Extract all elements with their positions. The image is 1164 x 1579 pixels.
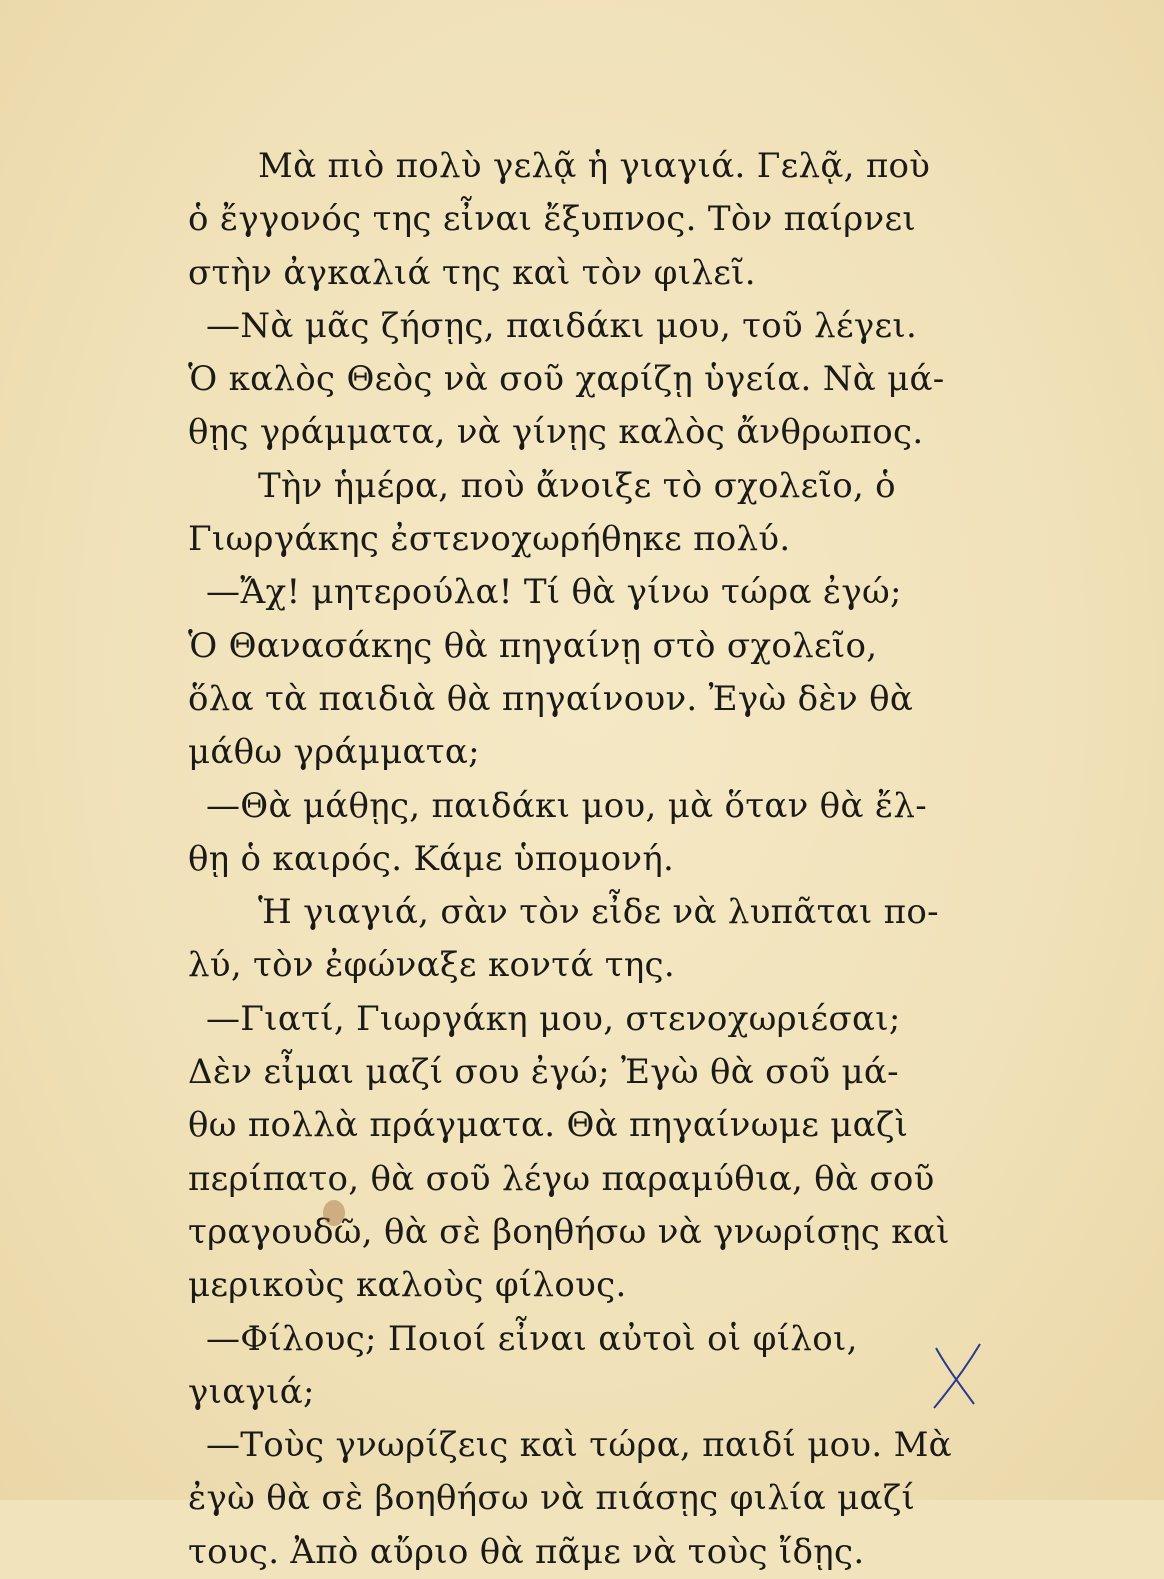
- text-line: ὅλα τὰ παιδιὰ θὰ πηγαίνουν. Ἐγὼ δὲν θὰ: [188, 678, 914, 719]
- text-line: θῃς γράμματα, νὰ γίνῃς καλὸς ἄνθρωπος.: [188, 412, 924, 453]
- text-line: Δὲν εἶμαι μαζί σου ἐγώ; Ἐγὼ θὰ σοῦ μά-: [188, 1052, 899, 1093]
- dialogue-line: —Γιατί, Γιωργάκη μου, στενοχωριέσαι;: [206, 998, 901, 1039]
- text-line: Ὁ Θανασάκης θὰ πηγαίνῃ στὸ σχολεῖο,: [188, 625, 878, 666]
- dialogue-line: —Θὰ μάθῃς, παιδάκι μου, μὰ ὅταν θὰ ἔλ-: [206, 785, 928, 826]
- text-line: στὴν ἀγκαλιά της καὶ τὸν φιλεῖ.: [188, 252, 756, 293]
- text-line: Γιωργάκης ἐστενοχωρήθηκε πολύ.: [188, 519, 791, 560]
- dialogue-line: —Τοὺς γνωρίζεις καὶ τώρα, παιδί μου. Μὰ: [206, 1425, 952, 1466]
- text-line: γιαγιά;: [188, 1371, 315, 1412]
- text-line: μερικοὺς καλοὺς φίλους.: [188, 1265, 627, 1306]
- text-line: τους. Ἀπὸ αὔριο θὰ πᾶμε νὰ τοὺς ἴδῃς.: [188, 1531, 865, 1572]
- text-line: τραγουδῶ, θὰ σὲ βοηθήσω νὰ γνωρίσῃς καὶ: [188, 1211, 950, 1252]
- text-line: Ὁ καλὸς Θεὸς νὰ σοῦ χαρίζῃ ὑγεία. Νὰ μά-: [188, 359, 945, 400]
- text-line: ἐγὼ θὰ σὲ βοηθήσω νὰ πιάσῃς φιλία μαζί: [188, 1478, 916, 1519]
- text-line: Τὴν ἡμέρα, ποὺ ἄνοιξε τὸ σχολεῖο, ὁ: [258, 465, 896, 506]
- dialogue-line: —Φίλους; Ποιοί εἶναι αὐτοὶ οἱ φίλοι,: [206, 1318, 858, 1359]
- text-line: Ἡ γιαγιά, σὰν τὸν εἶδε νὰ λυπᾶται πο-: [258, 892, 939, 933]
- dialogue-line: —Νὰ μᾶς ζήσῃς, παιδάκι μου, τοῦ λέγει.: [206, 305, 918, 346]
- text-line: λύ, τὸν ἐφώναξε κοντά της.: [188, 945, 675, 986]
- ink-stain: [323, 1200, 345, 1226]
- text-line: θῃ ὁ καιρός. Κάμε ὑπομονή.: [188, 838, 675, 879]
- dialogue-line: —Ἄχ! μητερούλα! Τί θὰ γίνω τώρα ἐγώ;: [206, 572, 902, 613]
- handwritten-mark: [928, 1338, 988, 1410]
- text-line: περίπατο, θὰ σοῦ λέγω παραμύθια, θὰ σοῦ: [188, 1158, 935, 1199]
- body-text: [188, 140, 1008, 1579]
- text-line: ὁ ἔγγονός της εἶναι ἔξυπνος. Τὸν παίρνει: [188, 199, 917, 240]
- text-line: μάθω γράμματα;: [188, 732, 480, 773]
- text-line: θω πολλὰ πράγματα. Θὰ πηγαίνωμε μαζὶ: [188, 1105, 909, 1146]
- text-line: Μὰ πιὸ πολὺ γελᾷ ἡ γιαγιά. Γελᾷ, ποὺ: [258, 146, 931, 186]
